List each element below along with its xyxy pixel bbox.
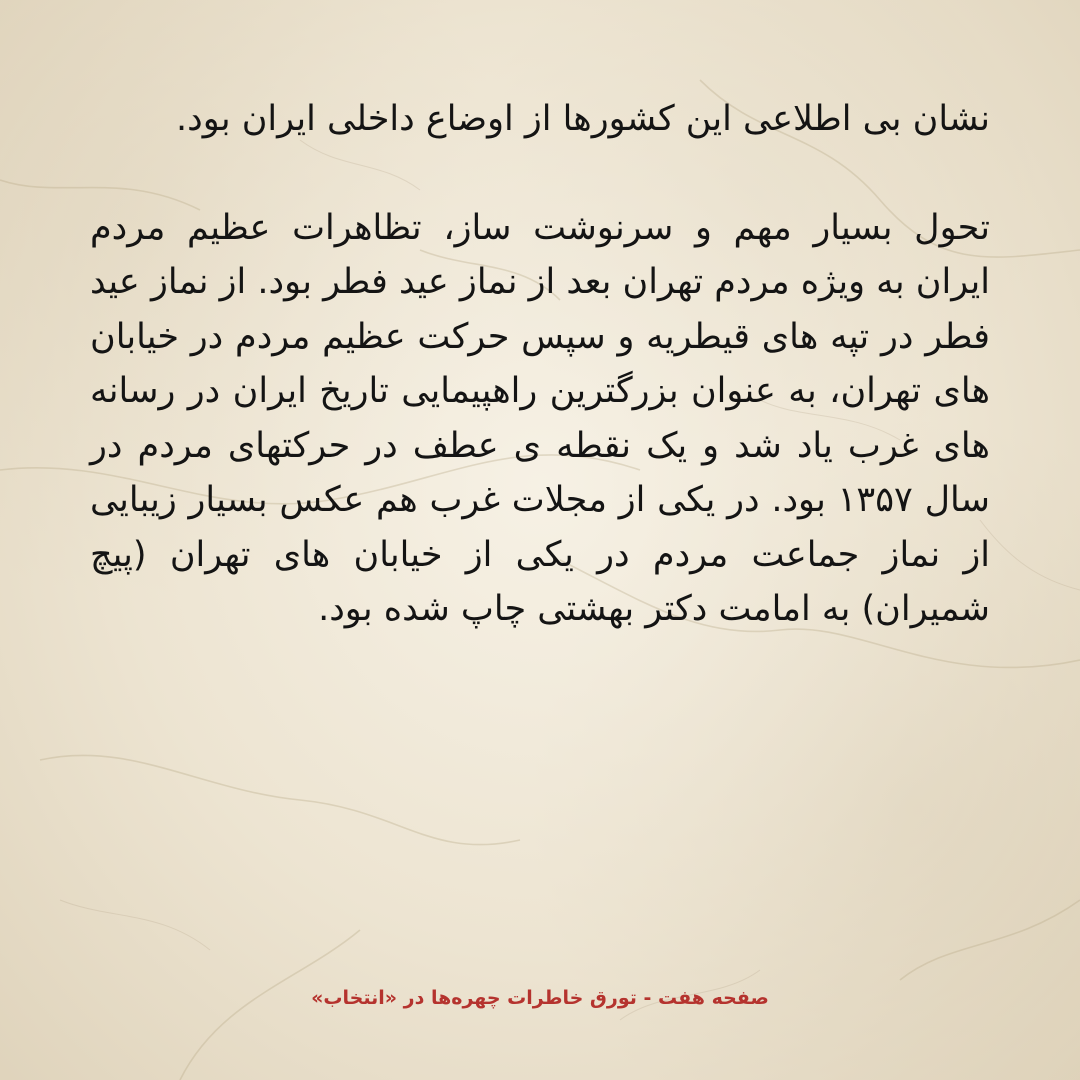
page-footer-caption: صفحه هفت - تورق خاطرات چهره‌ها در «انتخاب» <box>311 987 769 1009</box>
paragraph-2: تحول بسیار مهم و سرنوشت ساز، تظاهرات عظیم مردم ایران به ویژه مردم تهران بعد از نماز عید فطر بود. از نماز عید فطر در تپه های قیطریه و سپس حرکت عظیم مردم در خیابان های تهران، به عنوان بزرگترین راهپیمایی تاریخ ایران در رسانه های غرب یاد شد و یک نقطه ی عطف در حرکتهای مردم در سال ۱۳۵۷ بود. در یکی از مجلات غرب هم عکس بسیار زیبایی از نماز جماعت مردم در یکی از خیابان های تهران (پیچ شمیران) به امامت دکتر بهشتی چاپ شده بود. <box>90 207 991 629</box>
paragraph-1: نشان بی اطلاعی این کشورها از اوضاع داخلی ایران بود. <box>176 99 990 139</box>
article-body <box>90 92 990 637</box>
